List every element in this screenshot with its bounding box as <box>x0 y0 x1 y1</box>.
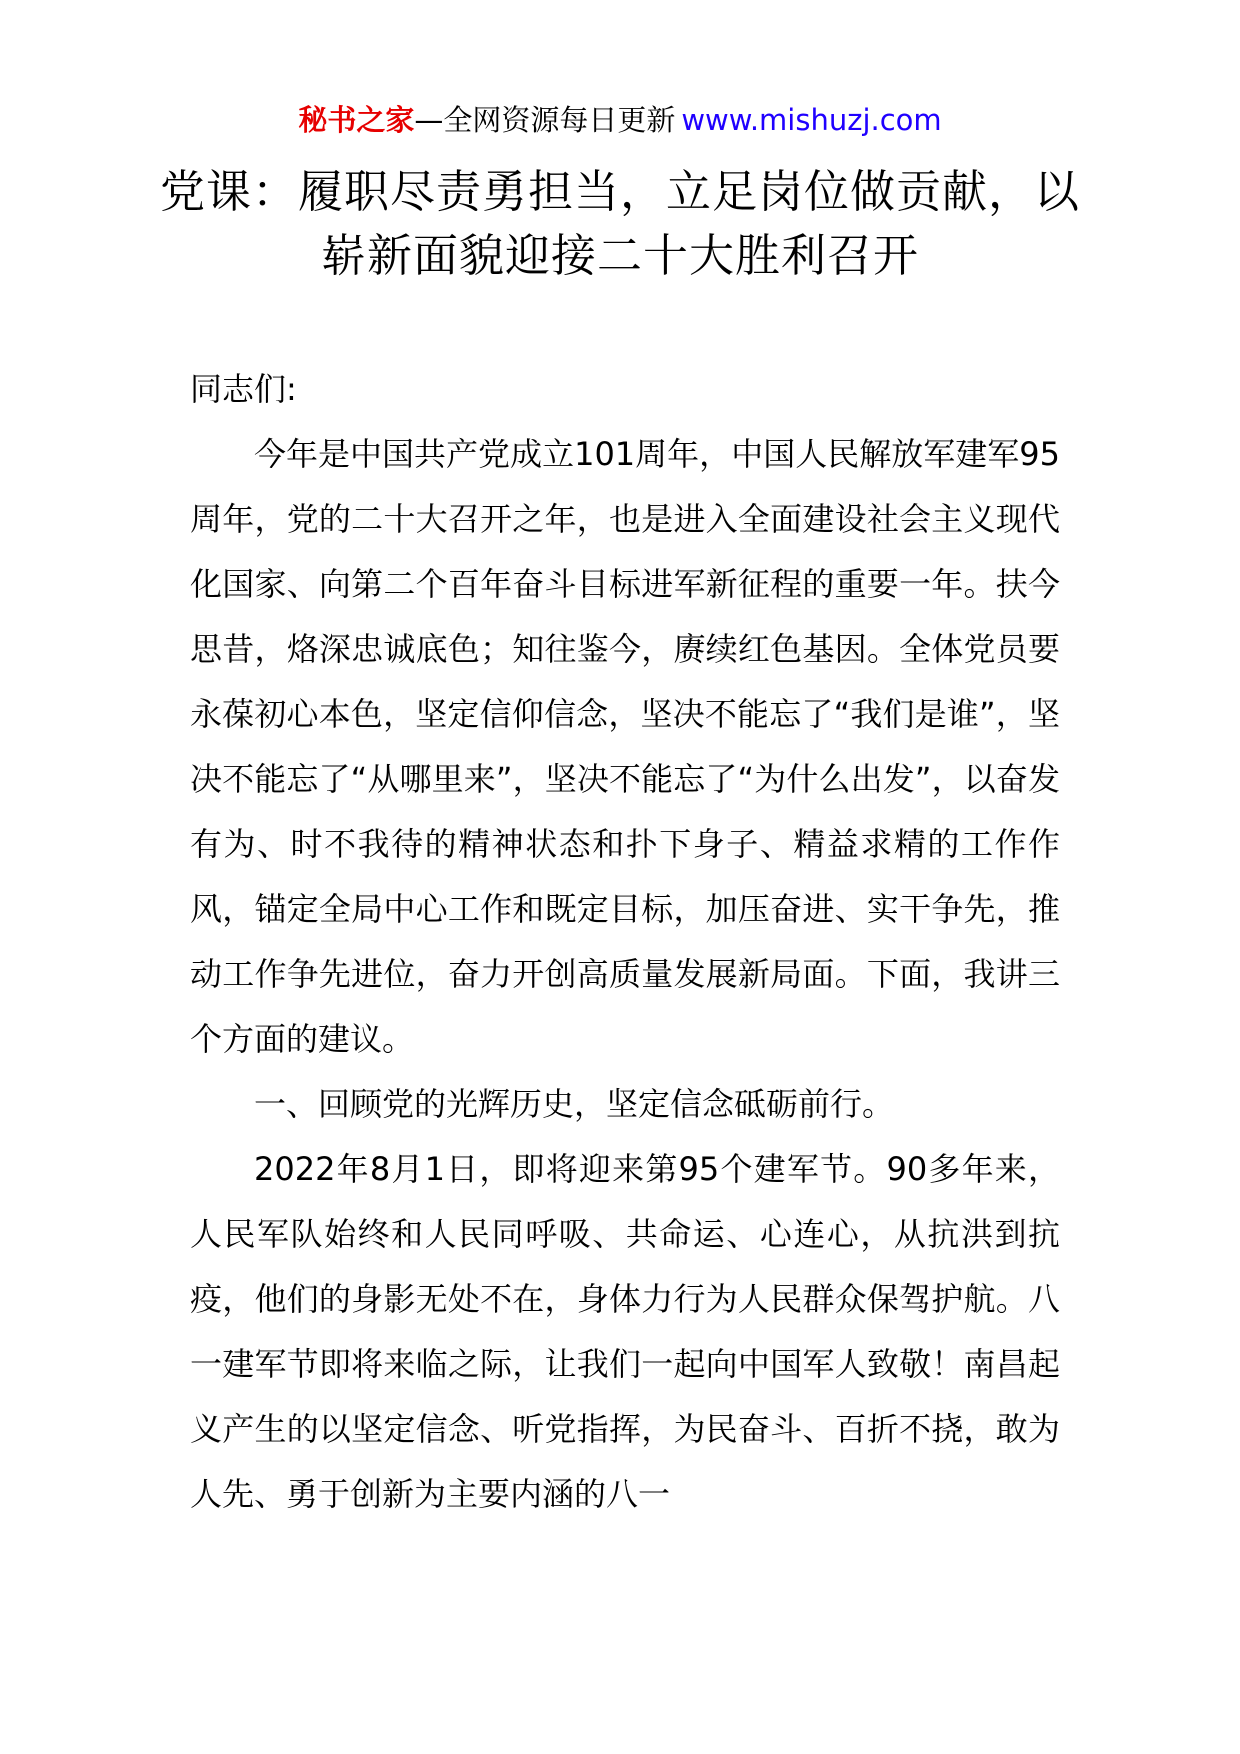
site-header <box>0 100 1240 140</box>
document-body <box>190 357 1060 1527</box>
document-title: 党课：履职尽责勇担当，立足岗位做贡献，以崭新面貌迎接二十大胜利召开 <box>159 165 1080 282</box>
salutation: 同志们: <box>190 370 297 408</box>
paragraph-section-1: 2022年8月1日，即将迎来第95个建军节。90多年来，人民军队始终和人民同呼吸、共命运、心连心，从抗洪到抗疫，他们的身影无处不在，身体力行为人民群众保驾护航。八一建军节即将来临之际，让我们一起向中国军人致敬！南昌起义产生的以坚定信念、听党指挥，为民奋斗、百折不挠，敢为人先、勇于创新为主要内涵的八一 <box>190 1150 1060 1513</box>
site-url-link[interactable]: www.mishuzj.com <box>681 103 942 137</box>
paragraph-intro: 今年是中国共产党成立101周年，中国人民解放军建军95周年，党的二十大召开之年，也是进入全面建设社会主义现代化国家、向第二个百年奋斗目标进军新征程的重要一年。扶今思昔，烙深忠诚底色；知往鉴今，赓续红色基因。全体党员要永葆初心本色，坚定信仰信念，坚决不能忘了“我们是谁”，坚决不能忘了“从哪里来”，坚决不能忘了“为什么出发”，以奋发有为、时不我待的精神状态和扑下身子、精益求精的工作作风，锚定全局中心工作和既定目标，加压奋进、实干争先，推动工作争先进位，奋力开创高质量发展新局面。下面，我讲三个方面的建议。 <box>190 435 1060 1058</box>
site-brand: 秘书之家 <box>298 103 415 137</box>
site-slogan: —全网资源每日更新 <box>414 103 676 137</box>
section-heading-1: 一、回顾党的光辉历史，坚定信念砥砺前行。 <box>254 1085 895 1123</box>
